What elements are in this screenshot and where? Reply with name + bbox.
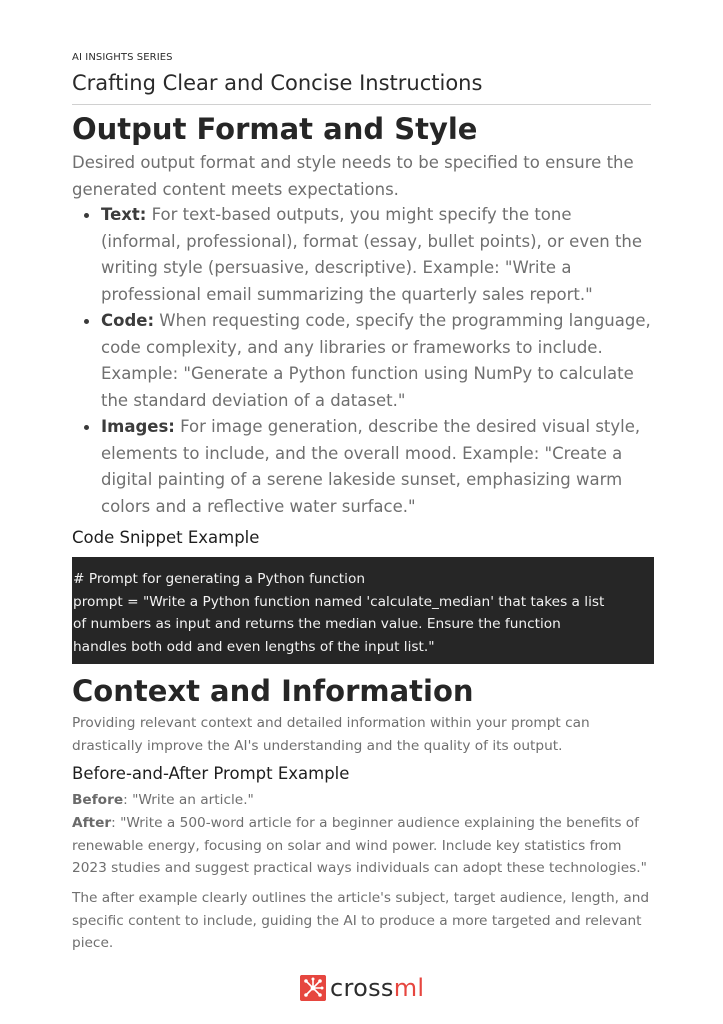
crossml-logo-mark-icon <box>300 975 326 1001</box>
before-label: Before <box>72 792 124 808</box>
bullet-label: Images: <box>101 417 175 436</box>
code-block <box>72 557 654 664</box>
before-example <box>72 789 654 812</box>
bullet-item-images <box>72 414 654 520</box>
logo-text-accent: ml <box>393 974 425 1002</box>
after-example <box>72 812 654 880</box>
bullet-item-text <box>72 202 654 308</box>
section-intro-output-format: Desired output format and style needs to be specified to ensure the generated content meets expectations. <box>72 153 634 199</box>
code-line: handles both odd and even lengths of the input list." <box>73 638 435 655</box>
format-bullet-list <box>72 202 654 520</box>
series-label: AI INSIGHTS SERIES <box>72 52 173 63</box>
bullet-dot-icon <box>84 213 89 218</box>
bullet-text: For image generation, describe the desired visual style, elements to include, and the overall mood. Example: "Create a digital painting of a serene lakeside sunset, emphasizing warm colors and a reflective water surface." <box>101 417 641 516</box>
after-text: : "Write a 500-word article for a beginner audience explaining the benefits of renewable energy, focusing on solar and wind power. Include key statistics from 2023 studies and suggest practical ways individuals can adopt these technologies." <box>72 815 647 876</box>
bullet-item-code <box>72 308 654 414</box>
code-line: of numbers as input and returns the median value. Ensure the function <box>73 616 561 632</box>
section-title-output-format: Output Format and Style <box>72 112 478 146</box>
code-line: # Prompt for generating a Python function <box>73 571 365 587</box>
bullet-text: For text-based outputs, you might specify the tone (informal, professional), format (essay, bullet points), or even the writing style (persuasive, descriptive). Example: "Write a professional email summarizing the quarterly sales report." <box>101 205 643 304</box>
bullet-dot-icon <box>84 425 89 430</box>
crossml-logo <box>300 974 424 1002</box>
section-title-context: Context and Information <box>72 674 474 708</box>
bullet-text: When requesting code, specify the programming language, code complexity, and any libraries or frameworks to include. Example: "Generate a Python function using NumPy to calculate the standard deviation of a dataset." <box>101 311 651 410</box>
example-summary: The after example clearly outlines the article's subject, target audience, length, and specific content to include, guiding the AI to produce a more targeted and relevant piece. <box>72 890 650 951</box>
before-text: : "Write an article." <box>123 792 254 808</box>
bullet-label: Code: <box>101 311 155 330</box>
after-label: After <box>72 815 112 831</box>
bullet-label: Text: <box>101 205 147 224</box>
document-subtitle: Crafting Clear and Concise Instructions <box>72 71 483 95</box>
logo-text-main: cross <box>330 974 394 1002</box>
code-line: prompt = "Write a Python function named 'calculate_median' that takes a list <box>73 593 605 610</box>
bullet-dot-icon <box>84 319 89 324</box>
section-intro-context: Providing relevant context and detailed information within your prompt can drastically improve the AI's understanding and the quality of its output. <box>72 715 590 754</box>
before-after-heading: Before-and-After Prompt Example <box>72 764 350 783</box>
crossml-logo-text <box>330 974 424 1002</box>
code-snippet-heading: Code Snippet Example <box>72 528 260 547</box>
header-divider <box>72 104 651 105</box>
